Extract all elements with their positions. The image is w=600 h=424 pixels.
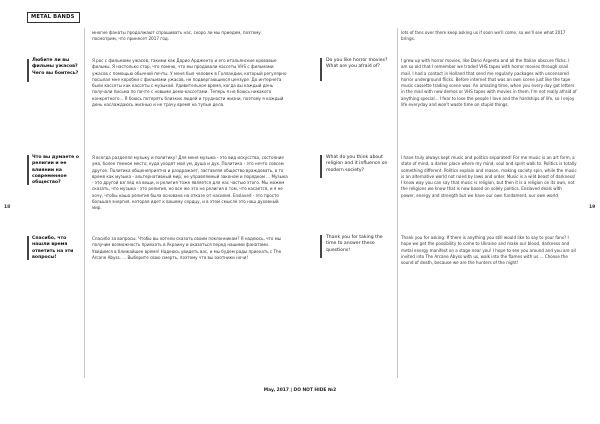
question-marker [27,236,29,260]
left-intro-text: многие фанаты продолжают спрашивать нас, скоро ли мы приедем, поэтому посмотрим, что принесет 2017 год. [92,30,261,42]
question-marker [320,58,322,81]
question-heading-religion: Что вы думаете о религии и ее влиянии на современное общество? [32,155,79,186]
answer-text-religion-en: I have truly always kept music and politics separated! For me music is an art form, a state of mind, a darker place where my mind, soul and spirit walk to. Politics is totally something different. Politics explain and reason, making society spin, while the music is an alternative world not ruled by laws and order. Music is a wild beast of darkness! I know way you can say that music is religion, but then it is a religion on its own, not the religions we know that is now based on solely politics. Enslaved deals with power, energy and strength but we have our own fundament, our own world. [401,155,577,198]
right-intro-text: lots of fans over there keep asking us if soon we'll come, so we'll see what 2017 brings. [401,30,566,42]
question-marker [320,155,322,178]
question-marker [27,59,29,82]
answer-text-horror: Я рос с фильмами ужасов, такими как Дарио Ардженто и его итальянские кровавые фильмы. Я настолько стар, что помню, что мы продавали кассеты VHS с фильмами ужасов с помощью обычной почты. У меня был человек в Голландии, который регулярно посылал мне коробки с фильмами ужасов, не подвергающихся цензуре. До интернета были кассеты как кассеты с музыкой. Удивительное время, когда вы каждый день получали письма по почте с новыми демо-кассетами. Теперь я не боюсь никакого конкретного... Я боюсь потерять близких людей и трудности жизни, поэтому я каждый день наслаждаюсь жизнью и не трачу время на тупые дела. [92,58,287,108]
column-divider-right [397,28,398,378]
question-marker [320,235,322,258]
question-heading-thanks-en: Thank you for taking the time to answer these questions! [326,235,383,253]
question-heading-horror: Любите ли вы фильмы ужасов? Чего вы боитесь? [32,58,79,76]
question-heading-horror-en: Do you like horror movies? What are you afraid of? [326,58,388,70]
answer-text-religion: Я всегда разделял музыку и политику! Для меня музыка - это вид искусства, состояние ума, более темное место, куда уходят мой ум, душа и дух. Политика - это нечто совсем другое. Политика общенеприятна и раздражает, заставляя общество враждовать, в то время как музыка - альтернативный мир, не управляемый законом и порядком ... Музыка - это другой взгляд на вещи, и религия тоже является для нас частью этого. Мы можем сказать, что музыка - это религия, но все же это не религия в том, что касается, и я не хочу, чтобы наша религия была основана на отказе от насилия. Enslaved - это просто большая энергия, которая идет к вашему сердцу, и в этом смысле это наш духовный мир. [92,155,288,211]
page-number-left: 18 [4,205,11,210]
question-heading-thanks: Спасибо, что нашли время ответить на эти вопросы! [32,236,74,260]
page-number-right: 19 [589,205,596,210]
column-divider-left [84,28,85,378]
answer-text-thanks: Спасибо за вопросы. Чтобы вы хотели сказать своим поклонникам? Я надеюсь, что мы получим возможность приехать в Украину и оказаться перед нашими фанатами. Увидимся в ближайшее время! Надеюсь увидеть вас, и мы будем рады приехать с The Arcane Abyss. ... Выберите свою смерть, поэтому что вы охотники ночи! [92,236,282,260]
page-footer: May, 2017 | DO NOT HIDE №2 [263,388,337,393]
section-label: METAL BANDS [27,12,80,23]
answer-text-thanks-en: Thank you for asking. If there is anything you still would like to say to your fans? I hope we get the possibility to come to Ukraine and make our blood, darkness and metal energy manifest on a stage near you! I hope to see you around and you are all invited into The Arcane Abyss with us, walk into the flames with us ... Choose the sound of death, because we are the hunters of the night! [401,235,576,266]
question-heading-religion-en: What do you think about religion and it influence on modern society? [326,155,388,173]
question-marker [27,155,29,185]
answer-text-horror-en: I grew up with horror movies, like Dario Argento and all the Italian obscure flicks. I am so old that I remember we traded VHS tapes with horror movies through snail mail. I had a contact in Holland that send me regularly packages with uncensored horror underground flicks. Before internet that was an own scene just like the tape music cassette trading scene was. An amazing time, when you every day got letters in the mail with new demos or VHS tapes with movies in them. I'm not really afraid of anything special... I fear to lose the people I love and the hardships of life, so I enjoy life everyday and won't waste time on stupid things. [401,58,577,108]
